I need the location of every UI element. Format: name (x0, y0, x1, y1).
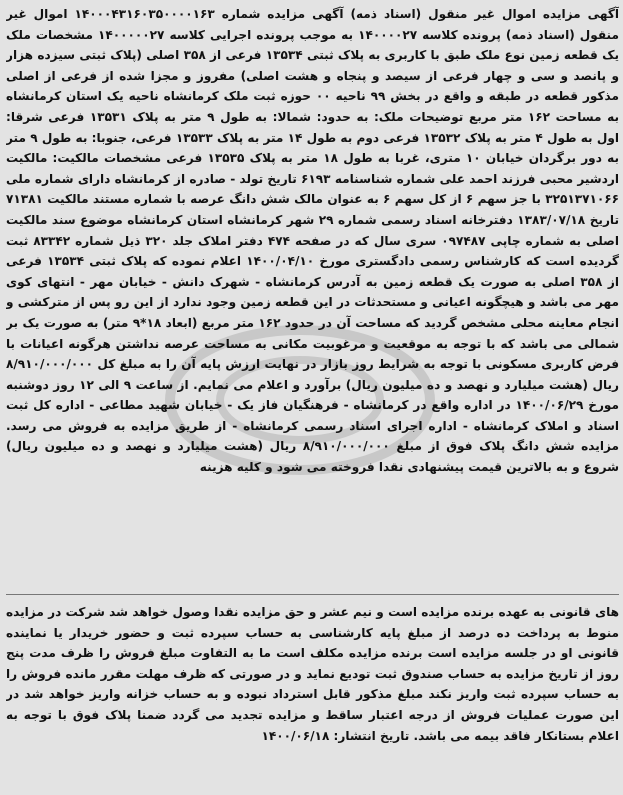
notice-part-1 (6, 4, 619, 589)
notice-part-2 (6, 602, 619, 791)
column-divider (6, 594, 619, 595)
notice-title-line: آگهی مزایده اموال غیر منقول (اسناد ذمه) آگهی مزایده شماره ۱۴۰۰۰۴۳۱۶۰۳۵۰۰۰۰۱۶۳ اموال غیر منقول (اسناد ذمه) پرونده کلاسه ۱۴۰۰۰۰۲۷ به موجب پرونده اجرایی کلاسه ۱۴۰۰۰۰۰۲۷ (6, 7, 619, 42)
auction-notice (6, 4, 619, 791)
notice-body-part1: مشخصات ملک یک قطعه زمین نوع ملک طبق با کاربری به پلاک ثبتی ۱۳۵۳۴ فرعی از ۳۵۸ اصلی (پلاک ثبتی سیزده هزار و پانصد و سی و چهار فرعی از سیصد و پنجاه و هشت اصلی) مفروز و مجزا شده از فرعی از اصلی مذکور قطعه در طبقه و واقع در بخش ۹۹ ناحیه ۰۰ حوزه ثبت ملک کرمانشاه ناحیه یک استان کرمانشاه به مساحت ۱۶۲ متر مربع توضیحات ملک: به حدود: شمالا: به طول ۹ متر به پلاک ۱۳۵۳۱ فرعی شرقا: اول به طول ۴ متر به پلاک ۱۳۵۳۲ فرعی دوم به طول ۱۴ متر به پلاک ۱۳۵۳۳ فرعی، جنوبا: به طول ۹ متر به دور برگردان خیابان ۱۰ متری، غربا به طول ۱۸ متر به پلاک ۱۳۵۳۵ فرعی مشخصات مالکیت: مالکیت اردشیر محبی فرزند احمد علی شماره شناسنامه ۶۱۹۳ تاریخ تولد - صادره از کرمانشاه دارای شماره ملی ۳۲۵۱۳۷۱۰۶۶ با جز سهم ۶ از کل سهم ۶ به عنوان مالک شش دانگ عرصه با شماره مستند مالکیت ۷۱۳۸۱ تاریخ ۱۳۸۳/۰۷/۱۸ دفترخانه اسناد رسمی شماره ۲۹ شهر کرمانشاه استان کرمانشاه موضوع سند مالکیت اصلی به شماره چاپی ۰۹۷۴۸۷ سری سال که در صفحه ۴۷۴ دفتر املاک جلد ۳۲۰ ذیل شماره ۸۳۳۴۲ ثبت گردیده است که کارشناس رسمی دادگستری مورخ ۱۴۰۰/۰۴/۱۰ اعلام نموده که پلاک ثبتی ۱۳۵۳۴ فرعی از ۳۵۸ اصلی به صورت یک قطعه زمین به آدرس کرمانشاه - شهرک دانش - خیابان مهر - انتهای کوی مهر می باشد و هیچگونه اعیانی و مستحدثات در این قطعه زمین وجود ندارد از این رو پس از مترکشی و انجام معاینه محلی مشخص گردید که مساحت آن در حدود ۱۶۲ متر مربع (ابعاد ۱۸*۹ متر) به صورت یک بر شمالی می باشد که با توجه به موقعیت و مرغوبیت مکانی به مساحت عرصه نداشتن هرگونه اعیانات با فرض کاربری مسکونی با توجه به شرایط روز بازار در نهایت ارزش پایه آن را به مبلغ کل ۸/۹۱۰/۰۰۰/۰۰۰ ریال (هشت میلیارد و نهصد و ده میلیون ریال) برآورد و اعلام می نمایم. از ساعت ۹ الی ۱۲ روز دوشنبه مورخ ۱۴۰۰/۰۶/۲۹ در اداره واقع در کرمانشاه - فرهنگیان فاز یک - خیابان شهید مطاعی - اداره کل ثبت اسناد و املاک کرمانشاه - اداره اجرای اسناد رسمی کرمانشاه - از طریق مزایده به فروش می رسد. مزایده شش دانگ پلاک فوق از مبلغ ۸/۹۱۰/۰۰۰/۰۰۰ ریال (هشت میلیارد و نهصد و ده میلیون ریال) شروع و به بالاترین قیمت پیشنهادی نقدا فروخته می شود و کلیه هزینه (6, 27, 619, 475)
notice-body-part2: های قانونی به عهده برنده مزایده است و نیم عشر و حق مزایده نقدا وصول خواهد شد شرکت در مزایده منوط به پرداخت ده درصد از مبلغ پایه کارشناسی به حساب سپرده ثبت و حضور خریدار یا نماینده قانونی او در جلسه مزایده است برنده مزایده مکلف است ما به التفاوت مبلغ فروش را ظرف مدت پنج روز از تاریخ مزایده به حساب صندوق ثبت تودیع نماید و در صورتی که ظرف مهلت مقرر مانده فروش را به حساب سپرده ثبت واریز نکند مبلغ مذکور قابل استرداد نبوده و به حساب خزانه واریز خواهد شد در این صورت عملیات فروش از درجه اعتبار ساقط و مزایده تجدید می گردد ضمنا پلاک فوق با توجه به اعلام بستانکار فاقد بیمه می باشد. تاریخ انتشار: ۱۴۰۰/۰۶/۱۸ (6, 605, 619, 743)
